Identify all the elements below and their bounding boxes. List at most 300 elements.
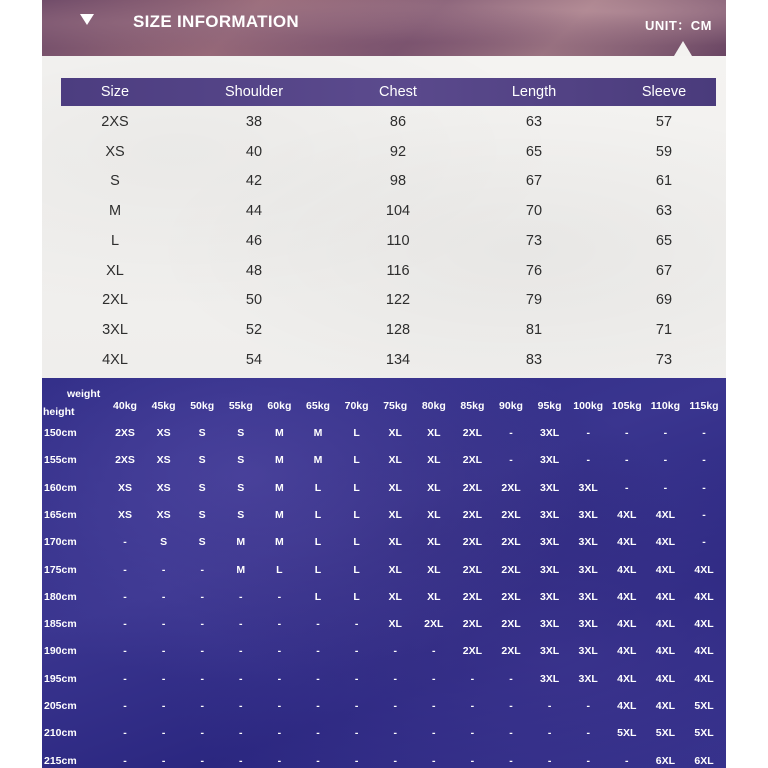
unit-pointer-icon xyxy=(674,41,692,56)
size-cell: XL xyxy=(106,262,124,279)
size-recommendation-cell: XS xyxy=(117,508,133,521)
size-cell: 67 xyxy=(655,262,673,279)
size-recommendation-cell: XS xyxy=(156,454,171,467)
size-cell: 44 xyxy=(245,203,263,220)
table-row xyxy=(42,137,726,167)
size-cell: 67 xyxy=(525,173,543,190)
size-recommendation-cell: - xyxy=(161,672,166,685)
size-recommendation-cell: 2XL xyxy=(501,536,521,549)
height-row-label: 155cm xyxy=(44,454,77,467)
size-recommendation-cell: - xyxy=(470,672,475,685)
size-recommendation-cell: - xyxy=(663,454,668,467)
size-recommendation-cell: - xyxy=(702,508,706,521)
size-recommendation-cell: - xyxy=(239,700,243,712)
size-recommendation-cell: - xyxy=(432,645,436,658)
size-cell: 38 xyxy=(245,114,263,130)
height-row-label: 195cm xyxy=(44,672,77,685)
size-recommendation-cell: 3XL xyxy=(578,508,598,521)
size-recommendation-cell: 2XL xyxy=(462,454,483,467)
size-recommendation-cell: 4XL xyxy=(694,590,714,603)
size-cell: 63 xyxy=(525,114,543,130)
size-recommendation-cell: 4XL xyxy=(617,563,637,576)
size-recommendation-cell: 4XL xyxy=(655,590,676,603)
size-recommendation-cell: S xyxy=(237,481,245,494)
size-recommendation-cell: 2XL xyxy=(462,590,483,603)
size-col-header-chest: Chest xyxy=(379,84,417,100)
size-recommendation-cell: - xyxy=(200,590,204,603)
unit-label: UNIT：CM xyxy=(644,18,712,33)
size-recommendation-cell: - xyxy=(277,672,282,685)
size-recommendation-cell: - xyxy=(316,727,320,740)
size-recommendation-cell: - xyxy=(123,700,127,712)
weight-col-header: 115kg xyxy=(689,400,719,412)
weight-col-header: 50kg xyxy=(190,400,215,412)
size-recommendation-cell: - xyxy=(161,700,166,712)
size-cell: 79 xyxy=(525,292,543,309)
size-recommendation-cell: 2XL xyxy=(462,481,483,494)
size-recommendation-cell: - xyxy=(393,672,397,685)
size-cell: 63 xyxy=(655,203,673,220)
size-recommendation-cell: 3XL xyxy=(539,672,560,685)
size-recommendation-cell: - xyxy=(625,454,629,467)
size-cell: 61 xyxy=(655,173,673,190)
size-recommendation-cell: - xyxy=(354,645,359,658)
table-row xyxy=(42,226,726,256)
size-recommendation-cell: 2XL xyxy=(501,508,521,521)
weight-col-header: 45kg xyxy=(151,400,176,412)
size-recommendation-cell: L xyxy=(276,563,283,576)
size-cell: 2XS xyxy=(101,114,129,130)
size-recommendation-cell: 3XL xyxy=(578,672,598,685)
weight-col-header: 90kg xyxy=(499,400,523,412)
size-recommendation-cell: 4XL xyxy=(694,563,714,576)
size-recommendation-cell: - xyxy=(239,618,243,631)
size-recommendation-cell: 4XL xyxy=(694,645,714,658)
size-recommendation-cell: - xyxy=(123,727,127,740)
size-recommendation-cell: S xyxy=(160,536,168,549)
table-row xyxy=(42,285,726,315)
size-recommendation-cell: 2XL xyxy=(501,563,521,576)
size-recommendation-cell: - xyxy=(432,727,436,740)
size-recommendation-cell: - xyxy=(470,700,475,712)
size-recommendation-cell: - xyxy=(277,727,282,740)
size-recommendation-cell: M xyxy=(275,481,284,494)
size-recommendation-cell: XL xyxy=(427,536,441,549)
size-cell: 128 xyxy=(385,321,411,338)
size-recommendation-cell: - xyxy=(161,727,166,740)
size-recommendation-cell: - xyxy=(200,645,204,658)
size-recommendation-cell: XL xyxy=(427,481,441,494)
size-cell: 50 xyxy=(245,292,263,309)
size-recommendation-cell: - xyxy=(123,645,127,658)
weight-col-header: 100kg xyxy=(573,400,604,412)
height-row-label: 170cm xyxy=(44,536,77,549)
height-row-label: 205cm xyxy=(44,700,77,712)
size-recommendation-cell: S xyxy=(237,427,245,439)
table-row xyxy=(42,256,726,286)
size-recommendation-cell: 4XL xyxy=(694,618,714,631)
size-recommendation-cell: 2XS xyxy=(115,454,135,467)
size-recommendation-cell: L xyxy=(353,454,360,467)
size-recommendation-cell: 2XL xyxy=(424,618,444,631)
size-cell: 83 xyxy=(525,351,543,368)
size-recommendation-cell: 2XL xyxy=(462,427,483,439)
size-cell: 104 xyxy=(385,203,411,220)
size-recommendation-cell: L xyxy=(314,481,322,494)
size-col-header-sleeve: Sleeve xyxy=(641,84,687,100)
size-recommendation-cell: 3XL xyxy=(539,618,560,631)
size-recommendation-cell: XL xyxy=(388,590,402,603)
size-cell: 86 xyxy=(389,114,407,130)
size-cell: 46 xyxy=(245,232,263,249)
size-recommendation-cell: - xyxy=(625,481,629,494)
size-recommendation-cell: - xyxy=(702,536,706,549)
size-recommendation-cell: 4XL xyxy=(655,536,676,549)
size-recommendation-cell: M xyxy=(275,536,284,549)
size-chart-sheet xyxy=(42,0,726,768)
size-recommendation-cell: XS xyxy=(156,508,171,521)
height-row-label: 165cm xyxy=(44,508,77,521)
size-recommendation-cell: - xyxy=(316,672,320,685)
size-recommendation-cell: - xyxy=(277,645,282,658)
size-recommendation-cell: 4XL xyxy=(655,672,676,685)
size-recommendation-cell: XL xyxy=(388,481,402,494)
size-recommendation-cell: - xyxy=(393,700,397,712)
size-recommendation-cell: XL xyxy=(388,618,402,631)
size-recommendation-cell: S xyxy=(198,536,206,549)
size-recommendation-cell: - xyxy=(586,454,590,467)
size-recommendation-cell: - xyxy=(702,454,706,467)
size-recommendation-cell: XL xyxy=(427,454,441,467)
size-cell: 122 xyxy=(385,292,411,309)
size-cell: 48 xyxy=(245,262,263,279)
size-recommendation-cell: - xyxy=(277,618,282,631)
size-recommendation-cell: XL xyxy=(388,508,402,521)
header-banner xyxy=(42,0,726,56)
size-recommendation-cell: 3XL xyxy=(539,454,560,467)
size-recommendation-cell: - xyxy=(200,618,204,631)
size-recommendation-cell: L xyxy=(314,536,322,549)
size-recommendation-cell: M xyxy=(236,563,246,576)
size-recommendation-cell: - xyxy=(509,672,513,685)
size-recommendation-cell: 3XL xyxy=(539,590,560,603)
page-title: SIZE INFORMATION xyxy=(133,12,299,31)
weight-axis-label: weight xyxy=(67,388,101,400)
weight-col-header: 80kg xyxy=(421,400,446,412)
size-recommendation-cell: 2XL xyxy=(462,536,483,549)
size-recommendation-cell: - xyxy=(509,754,513,767)
size-cell: 73 xyxy=(655,351,673,368)
size-recommendation-cell: 3XL xyxy=(578,481,598,494)
weight-col-header: 85kg xyxy=(460,400,485,412)
size-recommendation-cell: - xyxy=(239,727,243,740)
size-recommendation-cell: - xyxy=(161,618,166,631)
size-recommendation-cell: 4XL xyxy=(617,645,637,658)
size-recommendation-cell: - xyxy=(277,700,282,712)
size-recommendation-cell: XL xyxy=(427,590,441,603)
size-recommendation-cell: 3XL xyxy=(539,563,560,576)
weight-col-header: 40kg xyxy=(113,400,137,412)
height-axis-label: height xyxy=(43,406,75,418)
height-row-label: 175cm xyxy=(44,563,77,576)
size-recommendation-cell: - xyxy=(316,645,320,658)
size-cell: 98 xyxy=(389,173,407,190)
height-row-label: 180cm xyxy=(44,590,77,603)
weight-col-header: 95kg xyxy=(537,400,562,412)
size-recommendation-cell: 3XL xyxy=(578,536,598,549)
size-cell: 40 xyxy=(245,143,263,160)
size-recommendation-cell: - xyxy=(239,754,243,767)
size-recommendation-cell: L xyxy=(353,536,360,549)
size-recommendation-cell: L xyxy=(353,590,360,603)
size-recommendation-cell: - xyxy=(354,618,359,631)
size-recommendation-cell: 3XL xyxy=(539,645,560,658)
size-recommendation-cell: - xyxy=(586,700,590,712)
size-cell: M xyxy=(108,203,122,220)
size-cell: 65 xyxy=(655,232,673,249)
size-recommendation-cell: L xyxy=(353,508,360,521)
size-table-header xyxy=(61,78,716,106)
height-row-label: 215cm xyxy=(44,754,77,767)
size-recommendation-cell: 2XL xyxy=(462,563,483,576)
size-recommendation-cell: - xyxy=(509,454,513,467)
size-recommendation-cell: - xyxy=(393,645,397,658)
size-recommendation-cell: - xyxy=(123,563,127,576)
size-recommendation-cell: - xyxy=(161,563,166,576)
height-row-label: 185cm xyxy=(44,618,77,631)
size-recommendation-cell: - xyxy=(123,754,127,767)
size-recommendation-cell: 3XL xyxy=(539,427,560,439)
size-recommendation-cell: L xyxy=(353,481,360,494)
size-recommendation-cell: 2XS xyxy=(115,427,135,439)
size-recommendation-cell: L xyxy=(353,427,360,439)
size-recommendation-cell: 2XL xyxy=(501,590,521,603)
size-recommendation-cell: - xyxy=(470,727,475,740)
triangle-down-icon xyxy=(80,14,94,25)
size-col-header-size: Size xyxy=(100,84,130,100)
size-recommendation-cell: 4XL xyxy=(617,672,637,685)
weight-height-chart xyxy=(42,378,726,768)
size-recommendation-cell: S xyxy=(198,481,206,494)
size-recommendation-cell: 2XL xyxy=(462,508,483,521)
size-cell: XS xyxy=(105,143,125,160)
size-recommendation-cell: - xyxy=(316,754,320,767)
size-recommendation-cell: 3XL xyxy=(578,590,598,603)
size-recommendation-cell: - xyxy=(663,481,668,494)
size-recommendation-cell: 6XL xyxy=(694,754,714,767)
size-recommendation-cell: - xyxy=(161,645,166,658)
size-cell: 134 xyxy=(385,351,411,368)
size-cell: L xyxy=(110,232,120,249)
height-row-label: 210cm xyxy=(44,727,77,740)
size-recommendation-cell: 3XL xyxy=(539,481,560,494)
size-cell: 54 xyxy=(245,351,263,368)
size-recommendation-cell: 4XL xyxy=(617,590,637,603)
size-recommendation-cell: - xyxy=(663,427,668,439)
size-recommendation-cell: - xyxy=(432,700,436,712)
size-cell: 116 xyxy=(386,262,410,279)
size-recommendation-cell: - xyxy=(239,590,243,603)
size-recommendation-cell: XL xyxy=(388,536,402,549)
size-recommendation-cell: 4XL xyxy=(694,672,714,685)
size-recommendation-cell: - xyxy=(123,618,127,631)
size-recommendation-cell: - xyxy=(509,427,513,439)
size-recommendation-cell: - xyxy=(123,672,127,685)
size-cell: 65 xyxy=(525,143,543,160)
size-recommendation-cell: L xyxy=(314,563,322,576)
size-recommendation-cell: 4XL xyxy=(655,508,676,521)
size-recommendation-cell: XL xyxy=(388,427,402,439)
weight-col-header: 65kg xyxy=(306,400,330,412)
size-col-header-length: Length xyxy=(511,84,557,100)
size-recommendation-cell: 4XL xyxy=(655,563,676,576)
table-row xyxy=(42,315,726,345)
size-recommendation-cell: M xyxy=(275,508,284,521)
size-cell: 57 xyxy=(655,114,673,130)
size-recommendation-cell: - xyxy=(586,754,590,767)
size-recommendation-cell: - xyxy=(200,563,204,576)
height-row-label: 160cm xyxy=(44,481,77,494)
table-row xyxy=(42,196,726,226)
size-recommendation-cell: - xyxy=(470,754,475,767)
size-recommendation-cell: XL xyxy=(388,454,402,467)
weight-col-header: 75kg xyxy=(383,400,408,412)
size-recommendation-cell: - xyxy=(354,700,359,712)
size-recommendation-cell: 4XL xyxy=(617,536,637,549)
size-recommendation-cell: - xyxy=(354,727,359,740)
size-recommendation-cell: - xyxy=(200,700,204,712)
table-row xyxy=(42,166,726,196)
size-recommendation-cell: 4XL xyxy=(617,700,637,712)
size-recommendation-cell: XL xyxy=(427,563,441,576)
size-recommendation-cell: - xyxy=(625,754,629,767)
size-recommendation-cell: XS xyxy=(156,481,171,494)
weight-col-header: 105kg xyxy=(611,400,642,412)
size-recommendation-cell: XS xyxy=(156,427,171,439)
size-recommendation-cell: - xyxy=(702,481,706,494)
size-recommendation-cell: - xyxy=(239,672,243,685)
weight-col-header: 110kg xyxy=(650,400,680,412)
table-row xyxy=(42,107,726,137)
size-cell: S xyxy=(110,173,120,190)
size-recommendation-cell: - xyxy=(393,754,397,767)
size-recommendation-cell: - xyxy=(547,700,552,712)
size-recommendation-cell: - xyxy=(161,754,166,767)
size-recommendation-cell: XL xyxy=(427,508,441,521)
size-recommendation-cell: 4XL xyxy=(655,618,676,631)
size-cell: 52 xyxy=(245,321,263,338)
size-cell: 110 xyxy=(386,232,410,249)
size-recommendation-cell: - xyxy=(586,427,590,439)
size-recommendation-cell: 3XL xyxy=(539,536,560,549)
size-cell: 71 xyxy=(655,321,673,338)
size-recommendation-cell: - xyxy=(277,754,282,767)
size-recommendation-cell: 5XL xyxy=(617,727,637,740)
size-recommendation-cell: 4XL xyxy=(617,508,637,521)
size-cell: 73 xyxy=(525,232,543,249)
size-recommendation-cell: 6XL xyxy=(655,754,676,767)
size-table xyxy=(42,56,726,378)
size-recommendation-cell: - xyxy=(200,754,204,767)
size-recommendation-cell: - xyxy=(547,727,552,740)
size-recommendation-cell: 2XL xyxy=(501,618,521,631)
size-recommendation-cell: - xyxy=(354,754,359,767)
size-recommendation-cell: XL xyxy=(427,427,441,439)
size-recommendation-cell: S xyxy=(198,454,206,467)
size-recommendation-cell: 4XL xyxy=(655,645,676,658)
size-recommendation-cell: 5XL xyxy=(694,700,714,712)
size-recommendation-cell: 3XL xyxy=(578,563,598,576)
size-recommendation-cell: - xyxy=(161,590,166,603)
size-recommendation-cell: - xyxy=(123,590,127,603)
size-recommendation-cell: M xyxy=(236,536,246,549)
size-cell: 81 xyxy=(525,321,543,338)
size-cell: 70 xyxy=(525,203,543,220)
height-row-label: 150cm xyxy=(44,427,77,439)
size-recommendation-cell: M xyxy=(313,454,323,467)
size-cell: 4XL xyxy=(102,351,128,368)
size-recommendation-cell: - xyxy=(432,754,436,767)
size-cell: 92 xyxy=(389,143,407,160)
size-recommendation-cell: M xyxy=(275,454,284,467)
size-recommendation-cell: - xyxy=(625,427,629,439)
size-recommendation-cell: - xyxy=(432,672,436,685)
size-recommendation-cell: - xyxy=(200,672,204,685)
weight-col-header: 70kg xyxy=(344,400,369,412)
weight-col-header: 60kg xyxy=(267,400,292,412)
size-recommendation-cell: - xyxy=(509,700,513,712)
table-row xyxy=(42,345,726,375)
size-recommendation-cell: 5XL xyxy=(655,727,676,740)
size-recommendation-cell: XL xyxy=(388,563,402,576)
size-cell: 42 xyxy=(245,173,263,190)
size-cell: 3XL xyxy=(102,321,128,338)
weight-col-header: 55kg xyxy=(228,400,253,412)
size-recommendation-cell: L xyxy=(314,590,322,603)
size-recommendation-cell: M xyxy=(275,427,284,439)
size-recommendation-cell: 4XL xyxy=(655,700,676,712)
size-recommendation-cell: 3XL xyxy=(578,618,598,631)
size-recommendation-cell: - xyxy=(123,536,127,549)
size-recommendation-cell: 2XL xyxy=(501,481,521,494)
size-cell: 59 xyxy=(655,143,673,160)
size-recommendation-cell: - xyxy=(277,590,282,603)
size-recommendation-cell: - xyxy=(200,727,204,740)
size-recommendation-cell: - xyxy=(239,645,243,658)
size-recommendation-cell: 3XL xyxy=(539,508,560,521)
size-recommendation-cell: 2XL xyxy=(501,645,521,658)
size-recommendation-cell: - xyxy=(586,727,590,740)
size-cell: 69 xyxy=(655,292,673,309)
size-recommendation-cell: - xyxy=(316,618,320,631)
size-recommendation-cell: - xyxy=(702,427,706,439)
size-recommendation-cell: - xyxy=(354,672,359,685)
size-recommendation-cell: M xyxy=(313,427,323,439)
size-recommendation-cell: S xyxy=(237,454,245,467)
size-recommendation-cell: XS xyxy=(117,481,133,494)
size-recommendation-cell: 2XL xyxy=(462,618,483,631)
size-recommendation-cell: L xyxy=(353,563,360,576)
size-recommendation-cell: 3XL xyxy=(578,645,598,658)
size-cell: 76 xyxy=(525,262,543,279)
size-recommendation-cell: 5XL xyxy=(694,727,714,740)
size-recommendation-cell: - xyxy=(393,727,397,740)
size-recommendation-cell: - xyxy=(316,700,320,712)
size-recommendation-cell: 2XL xyxy=(462,645,483,658)
size-recommendation-cell: - xyxy=(509,727,513,740)
size-recommendation-cell: S xyxy=(237,508,245,521)
size-recommendation-cell: 4XL xyxy=(617,618,637,631)
